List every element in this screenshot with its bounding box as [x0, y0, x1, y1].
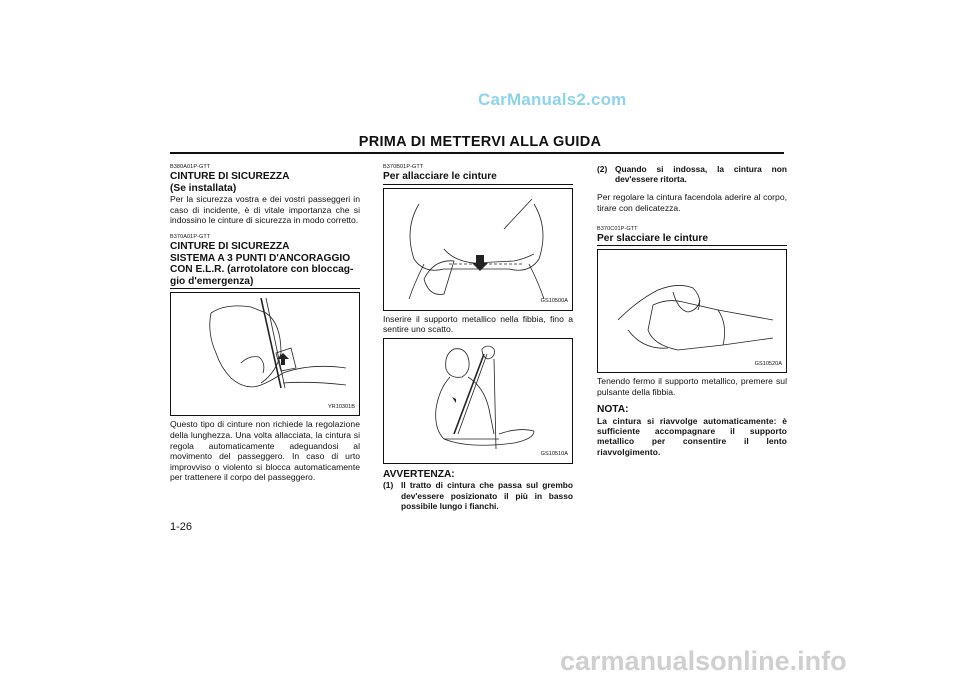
section-heading: CINTURE DI SICUREZZA [170, 171, 290, 182]
seated-person-icon [384, 339, 572, 463]
section-code: B380A01P-GTT [170, 164, 211, 170]
paragraph: Tenendo fermo il supporto metallico, premere sul pulsante della fibbia. [597, 376, 787, 397]
figure-label: GS10510A [540, 451, 568, 458]
section-subheading: SISTEMA A 3 PUNTI D'ANCORAGGIO CON E.L.R. (arrotolatore con bloccag- gio d'emergenza) [170, 253, 360, 290]
column-1 [170, 164, 360, 483]
header-divider [170, 152, 784, 154]
figure-fastening-belt [383, 188, 573, 311]
buckle-release-icon [598, 250, 786, 372]
paragraph: Inserire il supporto metallico nella fibbia, fino a sentire uno scatto. [383, 313, 573, 335]
column-2 [383, 164, 573, 511]
warning-item [383, 480, 573, 511]
buckle-fastening-icon [384, 189, 572, 310]
warning-title: AVVERTENZA: [383, 468, 455, 480]
paragraph: Per la sicurezza vostra e dei vostri passeggeri in caso di incidente, è di vitale importanza che si indossino le cinture di sicurezza in modo corretto. [170, 194, 360, 226]
section-subheading: (Se installata) [170, 182, 237, 194]
figure-label: GS10520A [754, 360, 782, 367]
column-3 [597, 164, 787, 457]
item-number: (2) [597, 164, 608, 174]
warning-item [597, 164, 787, 184]
paragraph: Questo tipo di cinture non richiede la regolazione della lunghezza. Una volta allacciata, la cintura si regola automaticamente adeguandosi al movimento del passeggero. In caso di urto improvviso o violento si blocca automaticamente per trattenere il corpo del passeggero. [170, 419, 360, 483]
figure-label: GS10500A [540, 298, 568, 304]
seatbelt-illustration-icon [171, 293, 359, 415]
note-text: La cintura si riavvolge automaticamente: è sufficiente accompagnare il supporto metallico per consentire il lento riavvolgimento. [597, 415, 787, 457]
note-title: NOTA: [597, 404, 629, 416]
section-heading: Per allacciare le cinture [383, 171, 573, 185]
section-heading: CINTURE DI SICUREZZA [170, 240, 290, 252]
watermark-top: CarManuals2.com [478, 90, 627, 109]
section-code: B370B01P-GTT [383, 164, 424, 170]
page-number: 1-26 [170, 521, 193, 533]
paragraph: Per regolare la cintura facendola aderire al corpo, tirare con delicatezza. [597, 192, 787, 213]
item-number: (1) [383, 480, 394, 491]
item-text: Quando si indossa, la cintura non dev'essere ritorta. [615, 164, 787, 185]
item-text: Il tratto di cintura che passa sul grembo dev'essere posizionato il più in basso possibile lungo i fianchi. [401, 480, 573, 511]
figure-seatbelt-retractor [170, 292, 360, 416]
page-title: PRIMA DI METTERVI ALLA GUIDA [358, 134, 602, 150]
section-heading: Per slacciare le cinture [597, 233, 787, 247]
section-code: B370A01P-GTT [170, 233, 211, 240]
figure-lap-belt-position [383, 338, 573, 464]
watermark-bottom: carmanualsonline.info [560, 646, 847, 676]
figure-label: YR10301B [327, 403, 355, 410]
figure-releasing-belt [597, 249, 787, 373]
section-code: B370C01P-GTT [597, 225, 638, 232]
